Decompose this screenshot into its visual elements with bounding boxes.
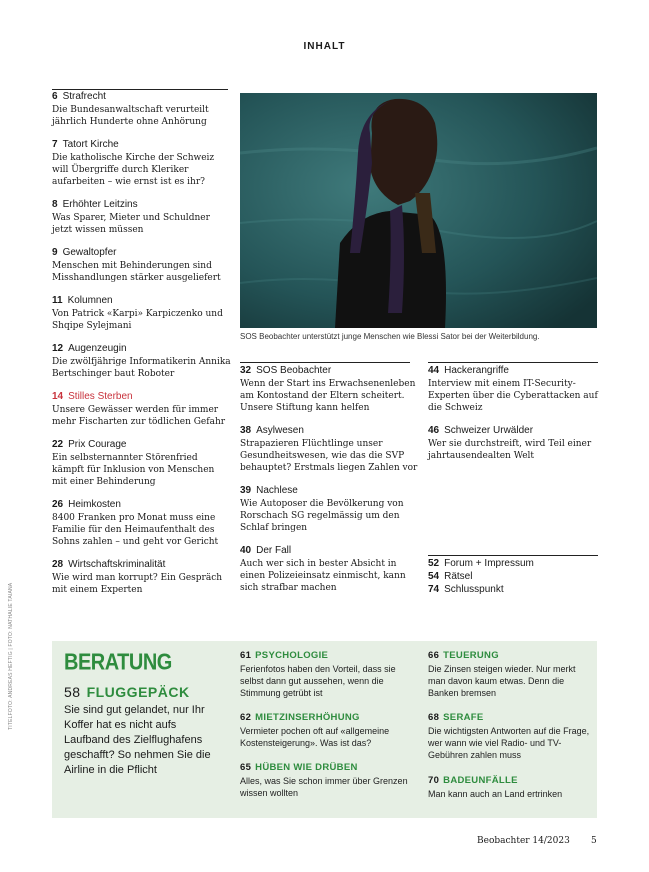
toc-entry[interactable] — [52, 558, 232, 596]
entry-description: Sie sind gut gelandet, nur Ihr Koffer hat es nicht aufs Laufband des Zielflughafens geschafft? So nehmen Sie die Airline in die Pflicht — [64, 704, 211, 776]
entry-description: Die katholische Kirche der Schweiz will Übergriffe durch Kleriker aufarbeiten – wie ernst ist es ihr? — [52, 153, 215, 187]
column-rule — [428, 362, 598, 363]
entry-description: Ferienfotos haben den Vorteil, dass sie selbst dann gut aussehen, wenn die Stimmung getrübt ist — [240, 664, 396, 698]
entry-title: PSYCHOLOGIE — [255, 650, 329, 661]
page-number: 74 — [428, 584, 440, 595]
page-title: INHALT — [303, 41, 346, 52]
toc-extra[interactable] — [428, 570, 608, 583]
page-number: 9 — [52, 247, 58, 258]
entry-description: Wie wird man korrupt? Ein Gespräch mit einem Experten — [52, 573, 223, 595]
toc-entry-highlighted[interactable] — [52, 390, 232, 428]
toc-entry[interactable] — [428, 424, 608, 462]
beratung-title: BERATUNG — [64, 650, 172, 676]
entry-title: Der Fall — [256, 545, 292, 556]
entry-title: Stilles Sterben — [68, 391, 133, 402]
toc-extra[interactable] — [428, 557, 608, 570]
entry-title: Kolumnen — [67, 295, 113, 306]
toc-entry[interactable] — [52, 90, 232, 128]
column-rule — [428, 555, 598, 556]
toc-entry[interactable] — [52, 438, 232, 488]
page-number: 66 — [428, 650, 440, 661]
beratung-item[interactable] — [428, 775, 593, 800]
page-number: 38 — [240, 425, 252, 436]
page-number: 40 — [240, 545, 252, 556]
entry-title: Heimkosten — [68, 499, 121, 510]
toc-entry[interactable] — [240, 424, 420, 474]
entry-title: Prix Courage — [68, 439, 127, 450]
page-number-footer: 5 — [591, 836, 597, 846]
page-number: 46 — [428, 425, 440, 436]
page-number: 70 — [428, 775, 440, 786]
entry-description: Unsere Gewässer werden für immer mehr Fischarten zur tödlichen Gefahr — [52, 405, 226, 427]
beratung-item[interactable] — [428, 712, 593, 761]
portrait-illustration — [240, 93, 597, 328]
entry-description: Was Sparer, Mieter und Schuldner jetzt wissen müssen — [52, 213, 210, 235]
entry-title: Schlusspunkt — [444, 584, 504, 595]
entry-description: Wer sie durchstreift, wird Teil einer jahrtausendealten Welt — [428, 439, 592, 461]
entry-title: Gewaltopfer — [62, 247, 117, 258]
entry-description: Menschen mit Behinderungen sind Misshandlungen stärker ausgeliefert — [52, 261, 221, 283]
page-number: 8 — [52, 199, 58, 210]
page-number: 39 — [240, 485, 252, 496]
entry-title: Augenzeugin — [68, 343, 127, 354]
entry-description: Ein selbsternannter Störenfried kämpft für Inklusion von Menschen mit einer Behinderung — [52, 453, 215, 487]
column-rule — [240, 362, 410, 363]
toc-entry[interactable] — [240, 364, 420, 414]
toc-entry[interactable] — [240, 544, 420, 594]
page-number: 62 — [240, 712, 252, 723]
entry-description: Von Patrick «Karpi» Karpiczenko und Shqipe Sylejmani — [52, 309, 223, 331]
entry-title: TEUERUNG — [443, 650, 499, 661]
toc-extra[interactable] — [428, 583, 608, 596]
entry-title: Asylwesen — [256, 425, 304, 436]
page-number: 12 — [52, 343, 64, 354]
beratung-feature[interactable] — [64, 684, 224, 778]
page-number: 26 — [52, 499, 64, 510]
toc-entry[interactable] — [52, 342, 232, 380]
entry-title: HÜBEN WIE DRÜBEN — [255, 762, 358, 773]
photo-caption: SOS Beobachter unterstützt junge Menschen wie Blessi Sator bei der Weiterbildung. — [240, 332, 540, 341]
page-number: 58 — [64, 684, 81, 700]
entry-title: Strafrecht — [62, 91, 106, 102]
entry-description: Vermieter pochen oft auf «allgemeine Kostensteigerung». Was ist das? — [240, 726, 390, 748]
page-number: 54 — [428, 571, 440, 582]
entry-description: Wenn der Start ins Erwachsenenleben am Kontostand der Eltern scheitert. Unsere Stiftung kann helfen — [240, 379, 416, 413]
entry-title: Nachlese — [256, 485, 298, 496]
beratung-item[interactable] — [240, 762, 410, 799]
entry-description: Wie Autoposer die Bevölkerung von Rorschach SG regelmässig um den Schlaf bringen — [240, 499, 404, 533]
beratung-item[interactable] — [240, 712, 410, 749]
entry-title: Tatort Kirche — [62, 139, 119, 150]
toc-entry[interactable] — [52, 138, 232, 188]
entry-title: Schweizer Urwälder — [444, 425, 534, 436]
entry-description: Die Bundesanwaltschaft verurteilt jährlich Hunderte ohne Anhörung — [52, 105, 209, 127]
entry-title: SOS Beobachter — [256, 365, 332, 376]
entry-title: Forum + Impressum — [444, 558, 534, 569]
entry-description: 8400 Franken pro Monat muss eine Familie für den Heimaufenthalt des Sohns zahlen – und geht vor Gericht — [52, 513, 219, 547]
entry-title: SERAFE — [443, 712, 484, 723]
page-number: 65 — [240, 762, 252, 773]
photo-credit: TITELFOTO: ANDREAS HEFTIG | FOTO: NATHALIE TAIANA — [8, 582, 14, 730]
entry-description: Alles, was Sie schon immer über Grenzen wissen wollten — [240, 776, 408, 798]
beratung-item[interactable] — [428, 650, 593, 699]
entry-title: Hackerangriffe — [444, 365, 509, 376]
page-number: 28 — [52, 559, 64, 570]
page-number: 6 — [52, 91, 58, 102]
page-number: 61 — [240, 650, 252, 661]
entry-title: BADEUNFÄLLE — [443, 775, 518, 786]
page-number: 68 — [428, 712, 440, 723]
page-number: 11 — [52, 295, 63, 306]
toc-entry[interactable] — [52, 294, 232, 332]
issue-label: Beobachter 14/2023 — [477, 836, 570, 846]
toc-entry[interactable] — [240, 484, 420, 534]
cover-photo — [240, 93, 597, 328]
toc-entry[interactable] — [52, 198, 232, 236]
entry-description: Auch wer sich in bester Absicht in einen Polizeieinsatz einmischt, kann sich strafbar machen — [240, 559, 406, 593]
entry-description: Strapazieren Flüchtlinge unser Gesundheitswesen, wie das die SVP behauptet? Erstmals liegen Zahlen vor — [240, 439, 418, 473]
page-number: 32 — [240, 365, 252, 376]
page-number: 14 — [52, 391, 64, 402]
entry-description: Die zwölfjährige Informatikerin Annika Bertschinger baut Roboter — [52, 357, 231, 379]
page-number: 44 — [428, 365, 440, 376]
entry-title: Wirtschaftskriminalität — [68, 559, 166, 570]
beratung-item[interactable] — [240, 650, 410, 699]
entry-title: Erhöhter Leitzins — [62, 199, 138, 210]
entry-description: Man kann auch an Land ertrinken — [428, 789, 563, 799]
entry-title: FLUGGEPÄCK — [86, 684, 190, 700]
page-number: 22 — [52, 439, 64, 450]
entry-description: Die Zinsen steigen wieder. Nur merkt man davon kaum etwas. Denn die Banken bremsen — [428, 664, 576, 698]
entry-description: Die wichtigsten Antworten auf die Frage, wer wann wie viel Radio- und TV-Gebühren zahlen muss — [428, 726, 590, 760]
entry-title: Rätsel — [444, 571, 473, 582]
entry-description: Interview mit einem IT-Security-Experten über die Cyberattacken auf die Schweiz — [428, 379, 598, 413]
toc-entry[interactable] — [52, 498, 232, 548]
toc-entry[interactable] — [52, 246, 232, 284]
entry-title: MIETZINSERHÖHUNG — [255, 712, 360, 723]
page-number: 52 — [428, 558, 440, 569]
page-number: 7 — [52, 139, 58, 150]
toc-entry[interactable] — [428, 364, 608, 414]
